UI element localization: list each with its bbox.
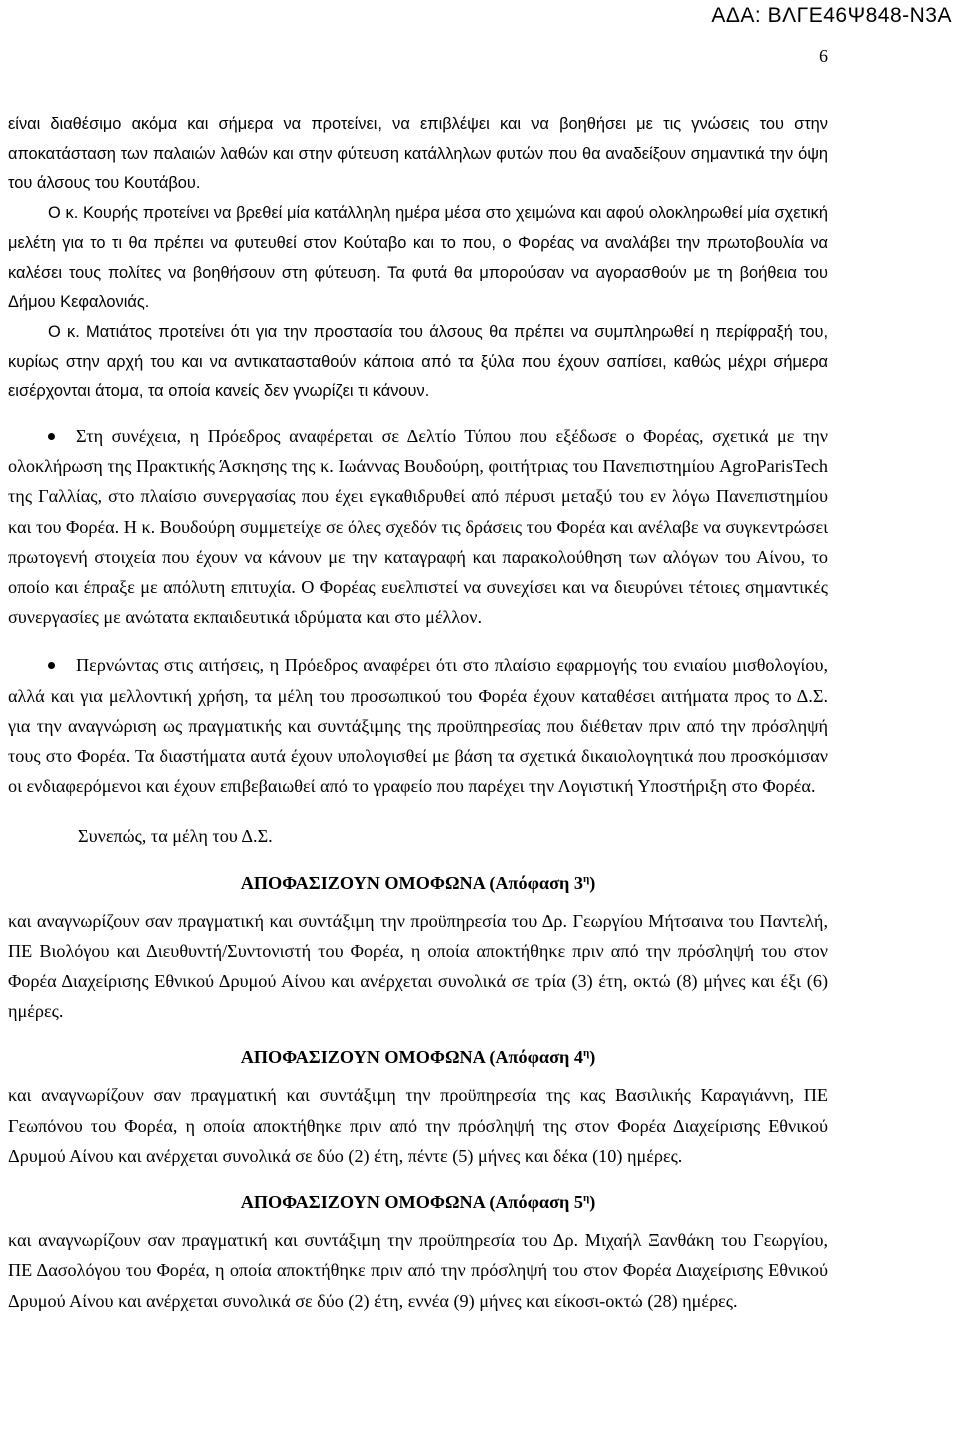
decision-text: και αναγνωρίζουν σαν πραγματική και συντάξιμη την προϋπηρεσία του Δρ. Γεωργίου Μήτσαινα του Παντελή, ΠΕ Βιολόγου και Διευθυντή/Συντονιστή του Φορέα, η οποία αποκτήθηκε πριν από την πρόσληψή του στον Φορέα Διαχείρισης Εθνικού Δρυμού Αίνου και ανέρχεται συνολικά σε τρία (3) έτη, οκτώ (8) μήνες και έξι (6) ημέρες. [8, 910, 828, 1022]
bullet-text: Στη συνέχεια, η Πρόεδρος αναφέρεται σε Δελτίο Τύπου που εξέδωσε ο Φορέας, σχετικά με την ολοκλήρωση της Πρακτικής Άσκησης της κ. Ιωάννας Βουδούρη, φοιτήτριας του Πανεπιστημίου AgroParisTech της Γαλλίας, στο πλαίσιο συνεργασίας που έχει εγκαθιδρυθεί από πέρυσι μεταξύ του εν λόγω Πανεπιστημίου και του Φορέα. Η κ. Βουδούρη συμμετείχε σε όλες σχεδόν τις δράσεις του Φορέα και ανέλαβε να συγκεντρώσει πρωτογενή στοιχεία που έχουν να κάνουν με την καταγραφή και παρακολούθηση των αλόγων του Αίνου, το οποίο και έπραξε με απόλυτη επιτυχία. Ο Φορέας ευελπιστεί να συνεχίσει και να διευρύνει τέτοιες σημαντικές συνεργασίες με ανώτατα εκπαιδευτικά ιδρύματα και στο μέλλον. [8, 426, 828, 628]
paragraph-matiatos: Ο κ. Ματιάτος προτείνει ότι για την προστασία του άλσους θα πρέπει να συμπληρωθεί η περίφραξή του, κυρίως στην αρχή του και να αντικατασταθούν κάποια από τα ξύλα που έχουν σαπίσει, καθώς μέχρι σήμερα εισέρχονται άτομα, τα οποία κανείς δεν γνωρίζει τι κάνουν. [8, 322, 828, 401]
decision-text: και αναγνωρίζουν σαν πραγματική και συντάξιμη την προϋπηρεσία της κας Βασιλικής Καραγιάννη, ΠΕ Γεωπόνου του Φορέα, η οποία αποκτήθηκε πριν από την πρόσληψή της στον Φορέα Διαχείρισης Εθνικού Δρυμού Αίνου και ανέρχεται συνολικά σε δύο (2) έτη, πέντε (5) μήνες και δέκα (10) ημέρες. [8, 1085, 828, 1166]
bullet-dot-icon [48, 662, 55, 669]
ada-code: ΑΔΑ: ΒΛΓΕ46Ψ848-Ν3Α [711, 4, 952, 27]
page-number: 6 [819, 46, 828, 66]
paragraph-continuation: είναι διαθέσιμο ακόμα και σήμερα να προτείνει, να επιβλέψει και να βοηθήσει με τις γνώσεις του στην αποκατάσταση των παλαιών λαθών και στην φύτευση κατάλληλων φυτών που θα αναδείξουν σημαντικά την όψη του άλσους του Κουτάβου. [8, 115, 828, 193]
decision-text: και αναγνωρίζουν σαν πραγματική και συντάξιμη την προϋπηρεσία του Δρ. Μιχαήλ Ξανθάκη του Γεωργίου, ΠΕ Δασολόγου του Φορέα, η οποία αποκτήθηκε πριν από την πρόσληψή του στον Φορέα Διαχείρισης Εθνικού Δρυμού Αίνου και ανέρχεται συνολικά σε δύο (2) έτη, εννέα (9) μήνες και είκοσι-οκτώ (28) ημέρες. [8, 1230, 828, 1311]
decision-heading: ΑΠΟΦΑΣΙΖΟΥΝ ΟΜΟΦΩΝΑ (Απόφαση $4^\eta$) [240, 1047, 596, 1068]
bullet-text: Περνώντας στις αιτήσεις, η Πρόεδρος αναφέρει ότι στο πλαίσιο εφαρμογής του ενιαίου μισθολογίου, αλλά και για μελλοντική χρήση, τα μέλη του προσωπικού του Φορέα έχουν καταθέσει αιτήματα προς το Δ.Σ. για την αναγνώριση ως πραγματικής και συντάξιμης της προϋπηρεσίας που διέθεταν πριν από την πρόσληψή τους στο Φορέα. Τα διαστήματα αυτά έχουν υπολογισθεί με βάση τα σχετικά δικαιολογητικά που προσκόμισαν οι ενδιαφερόμενοι και έχουν επιβεβαιωθεί από το γραφείο που παρέχει την Λογιστική Υποστήριξη στο Φορέα. [8, 655, 828, 797]
bullet-applications [8, 650, 828, 801]
decision-heading: ΑΠΟΦΑΣΙΖΟΥΝ ΟΜΟΦΩΝΑ (Απόφαση $5^\eta$) [240, 1192, 596, 1213]
paragraph-kouris: Ο κ. Κουρής προτείνει να βρεθεί μία κατάλληλη ημέρα μέσα στο χειμώνα και αφού ολοκληρωθεί μία σχετική μελέτη για το τι θα πρέπει να φυτευθεί στον Κούταβο και το που, ο Φορέας να αναλάβει την πρωτοβουλία να καλέσει τους πολίτες να βοηθήσουν στη φύτευση. Τα φυτά θα μπορούσαν να αγορασθούν με τη βοήθεια του Δήμου Κεφαλονιάς. [8, 204, 828, 312]
decision-heading: ΑΠΟΦΑΣΙΖΟΥΝ ΟΜΟΦΩΝΑ (Απόφαση $3^\eta$) [240, 872, 596, 893]
document-body [8, 110, 828, 1316]
bullet-press-release [8, 421, 828, 632]
bullet-dot-icon [48, 433, 55, 440]
conclusion-line: Συνεπώς, τα μέλη του Δ.Σ. [78, 826, 273, 847]
